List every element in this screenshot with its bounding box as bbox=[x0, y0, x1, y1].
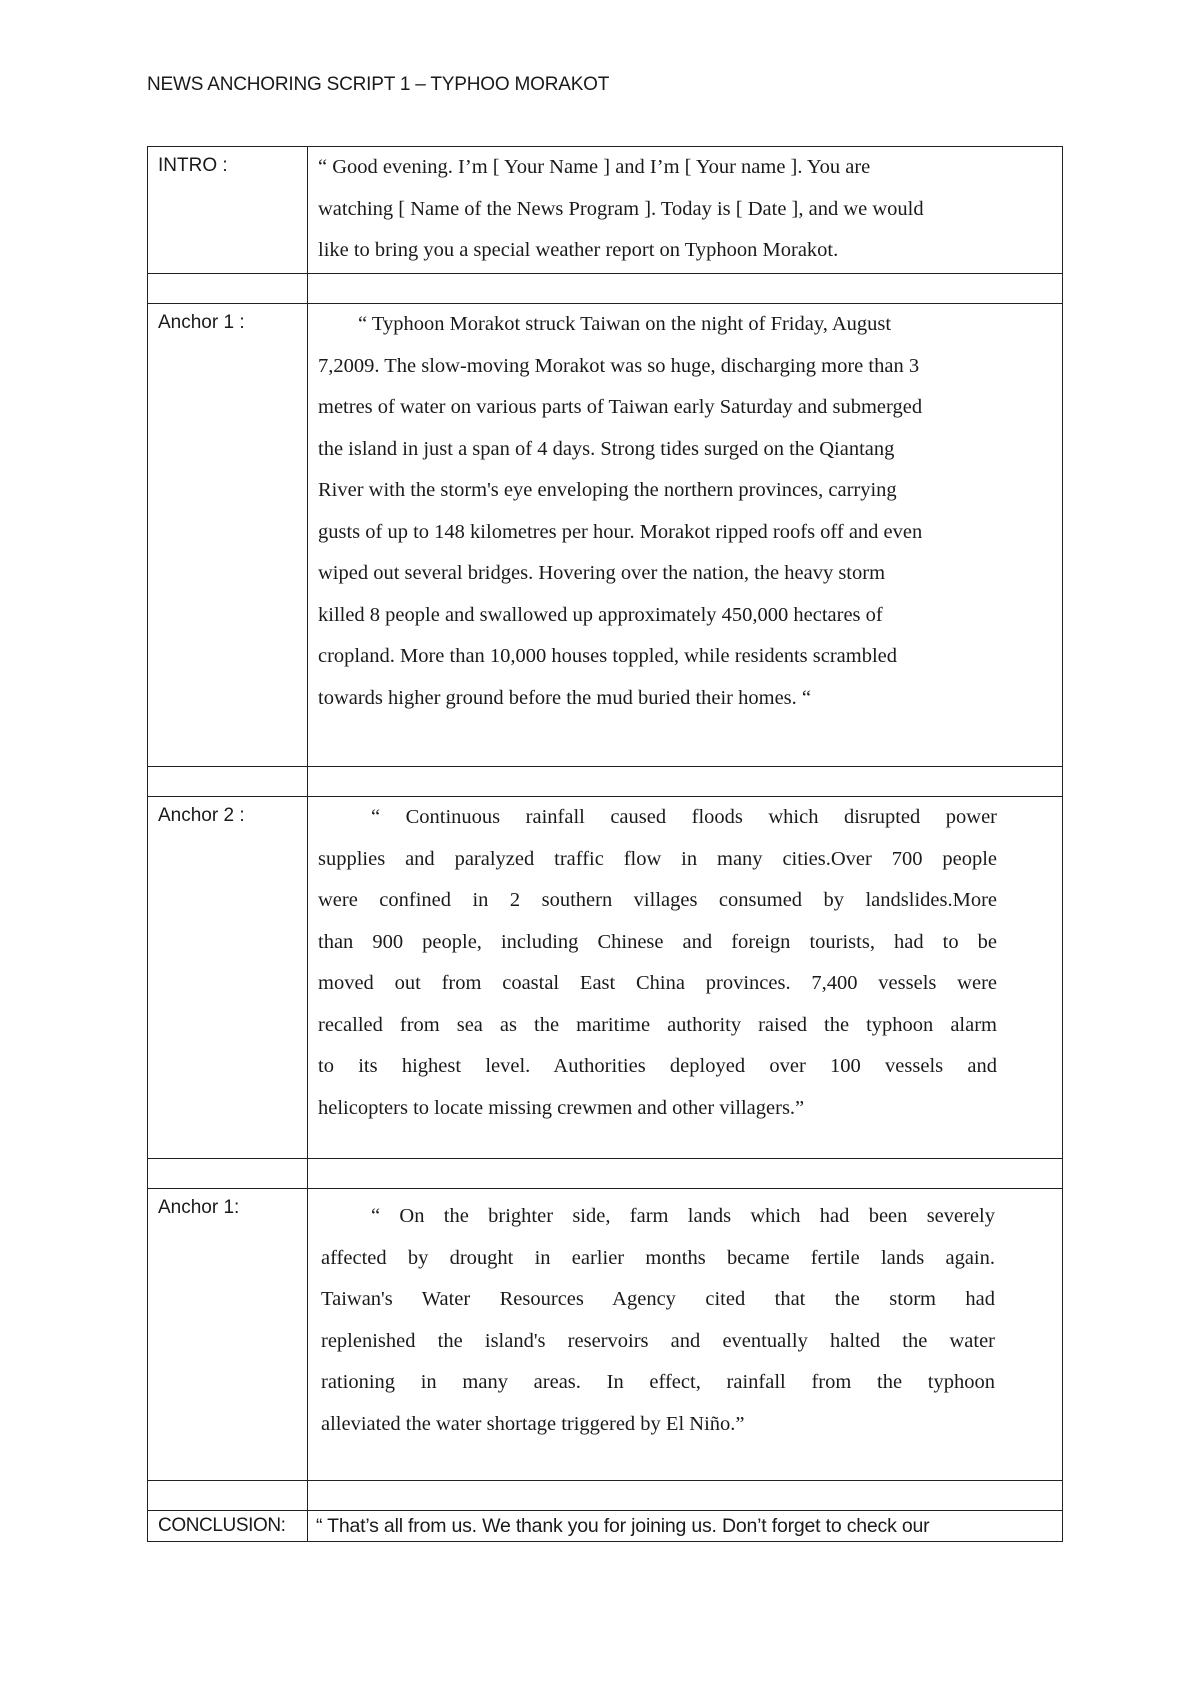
spacer-cell bbox=[148, 1481, 308, 1511]
intro-line: watching [ Name of the News Program ]. Today is [ Date ], and we would bbox=[318, 197, 924, 220]
spacer-cell bbox=[308, 767, 1063, 797]
spacer-cell bbox=[148, 1159, 308, 1189]
anchor1-line: towards higher ground before the mud buried their homes. “ bbox=[318, 686, 812, 709]
anchor1-again-line: rationing in many areas. In effect, rainfall from the typhoon bbox=[321, 1371, 995, 1393]
anchor1-again-label: Anchor 1: bbox=[158, 1197, 240, 1218]
anchor1-again-text-cell bbox=[308, 1189, 1063, 1481]
conclusion-label: CONCLUSION: bbox=[158, 1515, 286, 1536]
anchor1-line: “ Typhoon Morakot struck Taiwan on the night of Friday, August bbox=[358, 313, 892, 335]
anchor1-line: metres of water on various parts of Taiwan early Saturday and submerged bbox=[318, 396, 923, 418]
intro-line: “ Good evening. I’m [ Your Name ] and I’m [ Your name ]. You are bbox=[318, 156, 871, 178]
anchor1-line: wiped out several bridges. Hovering over the nation, the heavy storm bbox=[318, 562, 886, 584]
anchor2-line: supplies and paralyzed traffic flow in many cities.Over 700 people bbox=[318, 847, 997, 870]
anchor1-line: killed 8 people and swallowed up approximately 450,000 hectares of bbox=[318, 603, 883, 626]
anchor2-line: recalled from sea as the maritime authority raised the typhoon alarm bbox=[318, 1013, 997, 1036]
document-title: NEWS ANCHORING SCRIPT 1 – TYPHOO MORAKOT bbox=[147, 74, 610, 95]
script-table bbox=[147, 146, 1063, 1542]
conclusion-text-cell bbox=[308, 1511, 1063, 1542]
anchor1-line: River with the storm's eye enveloping the northern provinces, carrying bbox=[318, 479, 897, 501]
anchor1-again-line: replenished the island's reservoirs and eventually halted the water bbox=[321, 1329, 995, 1352]
anchor1-line: the island in just a span of 4 days. Strong tides surged on the Qiantang bbox=[318, 437, 895, 460]
anchor2-line: were confined in 2 southern villages consumed by landslides.More bbox=[318, 889, 997, 911]
anchor1-again-text bbox=[308, 1189, 1062, 1445]
anchor2-line: than 900 people, including Chinese and foreign tourists, had to be bbox=[318, 930, 997, 953]
spacer-cell bbox=[308, 1159, 1063, 1189]
intro-label-cell bbox=[148, 147, 308, 274]
anchor2-line: to its highest level. Authorities deployed over 100 vessels and bbox=[318, 1055, 997, 1077]
anchor1-again-line: affected by drought in earlier months became fertile lands again. bbox=[321, 1246, 995, 1269]
anchor2-line: moved out from coastal East China provinces. 7,400 vessels were bbox=[318, 972, 997, 994]
conclusion-text: “ That’s all from us. We thank you for joining us. Don’t forget to check our bbox=[316, 1515, 930, 1537]
anchor1-line: gusts of up to 148 kilometres per hour. Morakot ripped roofs off and even bbox=[318, 520, 923, 543]
spacer-row bbox=[148, 767, 1063, 797]
spacer-row bbox=[148, 1481, 1063, 1511]
anchor1-line: cropland. More than 10,000 houses toppled, while residents scrambled bbox=[318, 645, 897, 667]
anchor2-line: helicopters to locate missing crewmen and other villagers.” bbox=[318, 1096, 805, 1119]
anchor2-row bbox=[148, 797, 1063, 1159]
anchor1-again-line: Taiwan's Water Resources Agency cited that the storm had bbox=[321, 1288, 995, 1310]
anchor1-again-line: “ On the brighter side, farm lands which had been severely bbox=[371, 1205, 995, 1227]
spacer-cell bbox=[148, 767, 308, 797]
anchor1-again-line: alleviated the water shortage triggered by El Niño.” bbox=[321, 1412, 745, 1435]
anchor2-label: Anchor 2 : bbox=[158, 805, 245, 826]
anchor1-again-label-cell bbox=[148, 1189, 308, 1481]
conclusion-label-cell bbox=[148, 1511, 308, 1542]
anchor1-row bbox=[148, 304, 1063, 767]
spacer-row bbox=[148, 1159, 1063, 1189]
intro-text-cell bbox=[308, 147, 1063, 274]
spacer-cell bbox=[308, 1481, 1063, 1511]
anchor1-line: 7,2009. The slow-moving Morakot was so huge, discharging more than 3 bbox=[318, 354, 920, 377]
anchor1-text-cell bbox=[308, 304, 1063, 767]
intro-row bbox=[148, 147, 1063, 274]
intro-text bbox=[308, 147, 1062, 272]
anchor2-text-cell bbox=[308, 797, 1063, 1159]
intro-label: INTRO : bbox=[158, 155, 228, 176]
anchor1-label-cell bbox=[148, 304, 308, 767]
conclusion-row bbox=[148, 1511, 1063, 1542]
spacer-row bbox=[148, 274, 1063, 304]
intro-line: like to bring you a special weather report on Typhoon Morakot. bbox=[318, 239, 839, 261]
anchor2-line: “ Continuous rainfall caused floods which disrupted power bbox=[371, 806, 997, 828]
anchor1-label: Anchor 1 : bbox=[158, 312, 245, 333]
spacer-cell bbox=[148, 274, 308, 304]
spacer-cell bbox=[308, 274, 1063, 304]
anchor2-label-cell bbox=[148, 797, 308, 1159]
anchor1-again-row bbox=[148, 1189, 1063, 1481]
anchor1-text bbox=[308, 304, 1062, 719]
anchor2-text bbox=[308, 797, 1062, 1129]
